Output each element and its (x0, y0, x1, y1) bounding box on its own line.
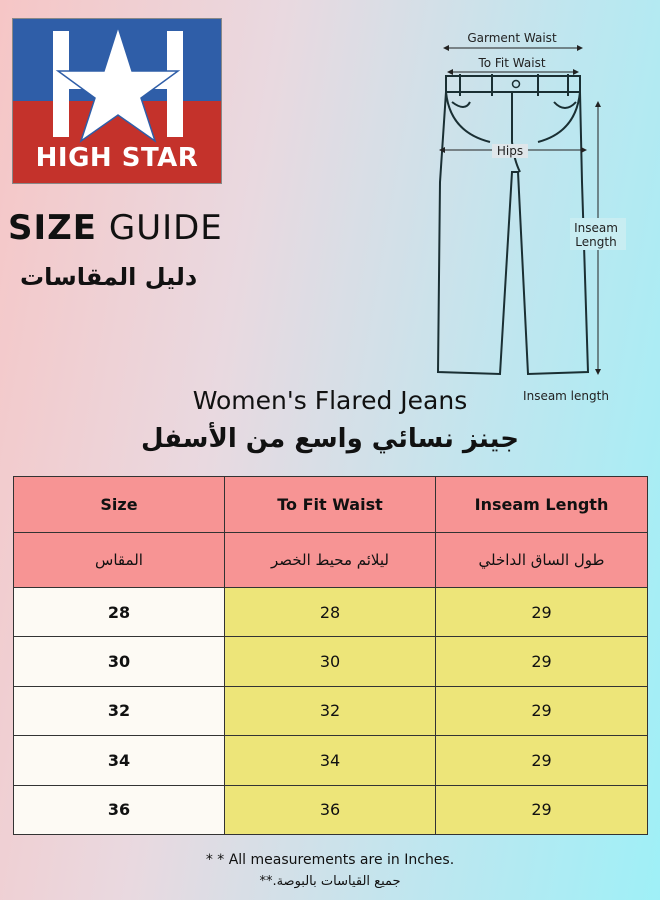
brand-name: HIGH STAR (35, 143, 199, 173)
header-to-fit-waist-arabic: ليلائم محيط الخصر (225, 533, 436, 588)
measurement-note-arabic: جميع القياسات بالبوصة.** (259, 874, 401, 889)
table-row (14, 686, 648, 735)
inseam-length-label-line1: Inseam (574, 221, 618, 235)
table-header-row-arabic (14, 533, 648, 588)
garment-waist-label: Garment Waist (467, 31, 557, 45)
brand-logo (12, 18, 222, 184)
size-cell: 34 (14, 736, 225, 785)
waist-cell: 32 (225, 686, 436, 735)
table-row (14, 637, 648, 686)
table-row (14, 588, 648, 637)
header-size: Size (14, 477, 225, 533)
table-row (14, 785, 648, 834)
guide-word: GUIDE (108, 208, 223, 248)
waist-cell: 34 (225, 736, 436, 785)
header-to-fit-waist: To Fit Waist (225, 477, 436, 533)
header-inseam-length: Inseam Length (436, 477, 648, 533)
table-header-row (14, 477, 648, 533)
size-cell: 30 (14, 637, 225, 686)
size-cell: 36 (14, 785, 225, 834)
size-guide-title (8, 208, 223, 248)
product-name: Women's Flared Jeans (192, 386, 468, 415)
table-row (14, 736, 648, 785)
to-fit-waist-label: To Fit Waist (478, 56, 546, 70)
waist-cell: 28 (225, 588, 436, 637)
size-guide-title-arabic: دليل المقاسات (20, 263, 198, 291)
size-cell: 32 (14, 686, 225, 735)
inseam-cell: 29 (436, 785, 648, 834)
header-size-arabic: المقاس (14, 533, 225, 588)
size-word: SIZE (8, 208, 98, 248)
waist-cell: 36 (225, 785, 436, 834)
inseam-cell: 29 (436, 588, 648, 637)
measurement-note: * * All measurements are in Inches. (205, 852, 455, 868)
product-name-arabic: جينز نسائي واسع من الأسفل (140, 424, 520, 454)
size-cell: 28 (14, 588, 225, 637)
header-inseam-length-arabic: طول الساق الداخلي (436, 533, 648, 588)
size-table (13, 476, 648, 835)
jeans-measurement-diagram (430, 22, 630, 407)
waist-cell: 30 (225, 637, 436, 686)
hips-label: Hips (496, 144, 524, 158)
inseam-cell: 29 (436, 736, 648, 785)
inseam-length-footer-label: Inseam length (523, 389, 609, 403)
inseam-length-label-line2: Length (575, 235, 617, 249)
inseam-cell: 29 (436, 637, 648, 686)
inseam-cell: 29 (436, 686, 648, 735)
